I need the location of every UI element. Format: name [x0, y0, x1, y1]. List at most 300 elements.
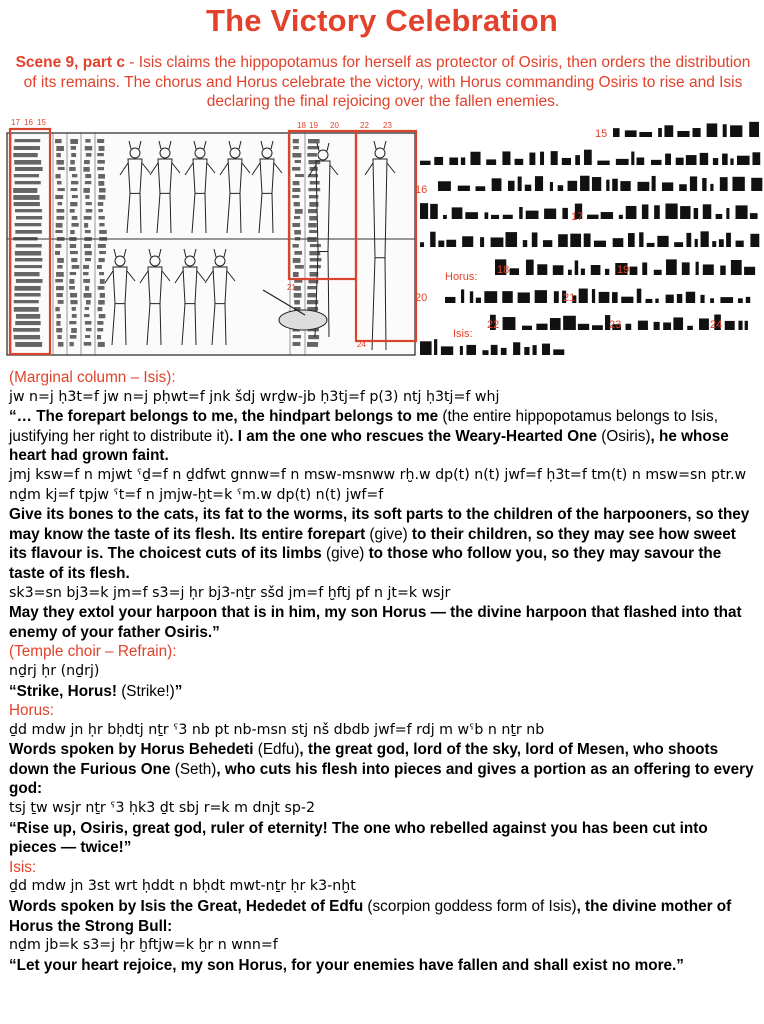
hieroglyph-sign	[420, 161, 431, 165]
hieroglyph-sign	[666, 295, 674, 303]
hieroglyph-sign	[612, 292, 618, 303]
hieroglyph-sign	[658, 128, 662, 137]
relief-glyph	[58, 342, 63, 347]
hieroglyph-sign	[513, 342, 520, 355]
hieroglyph-sign	[484, 291, 497, 303]
translation-note: (give)	[321, 545, 369, 563]
relief-glyph	[57, 202, 62, 205]
hieroglyph-sign	[581, 269, 585, 275]
hieroglyph-sign	[663, 322, 671, 330]
hieroglyph-sign	[639, 232, 643, 247]
hieroglyph-sign	[694, 208, 698, 219]
translation-segment: , the great god, lord of the sky, lord of Mesen, who shoots down the Furious One	[9, 741, 719, 778]
relief-glyph	[97, 153, 104, 156]
relief-glyph	[55, 139, 62, 143]
hieroglyph-sign	[616, 159, 629, 165]
relief-and-hieroglyphs-figure	[5, 115, 763, 370]
hieroglyph-sign	[687, 326, 693, 330]
hieroglyph-sign	[637, 182, 649, 191]
relief-glyph	[293, 272, 299, 277]
hieroglyph-sign	[699, 318, 709, 330]
relief-glyph	[16, 244, 42, 247]
relief-glyph	[310, 181, 320, 184]
hieroglyph-sign	[592, 325, 603, 330]
figure-label: 24	[357, 340, 366, 349]
figure-label: 17	[571, 211, 584, 223]
hieroglyph-sign	[744, 267, 755, 275]
relief-glyph	[13, 153, 37, 157]
hieroglyph-sign	[536, 324, 547, 330]
relief-glyph	[309, 216, 317, 220]
relief-glyph	[83, 188, 89, 193]
figure-label: 21	[563, 292, 576, 304]
relief-glyph	[70, 300, 77, 304]
relief-glyph	[71, 146, 76, 150]
figure-label: 19	[309, 121, 318, 130]
relief-glyph	[57, 258, 64, 263]
hieroglyph-sign	[645, 299, 652, 303]
relief-glyph	[98, 202, 104, 206]
hieroglyph-sign	[712, 241, 716, 247]
hieroglyph-sign	[722, 154, 728, 165]
hieroglyph-sign	[443, 215, 447, 219]
hieroglyph-sign	[592, 289, 595, 303]
hieroglyph-sign	[591, 265, 601, 275]
relief-glyph	[56, 321, 60, 326]
relief-glyph	[69, 279, 74, 284]
translation-note: (the entire hippopotamus belongs to Isis, justifying her right to distribute it)	[9, 408, 718, 445]
relief-glyph	[83, 279, 90, 283]
relief-glyph	[15, 321, 40, 325]
translation-segment: “… The forepart belongs to me, the hindpart belongs to me	[9, 408, 439, 426]
relief-glyph	[310, 244, 321, 247]
relief-glyph	[84, 160, 90, 164]
hieroglyph-sign	[476, 298, 481, 303]
hieroglyph-sign	[738, 298, 743, 303]
hieroglyph-sign	[664, 125, 673, 137]
relief-glyph	[69, 342, 73, 346]
hieroglyph-sign	[701, 231, 709, 247]
relief-glyph	[69, 286, 75, 290]
relief-glyph	[69, 167, 76, 171]
hieroglyph-sign	[673, 317, 683, 330]
relief-glyph	[70, 209, 75, 213]
hieroglyph-sign	[532, 232, 538, 247]
relief-glyph	[97, 321, 103, 325]
relief-glyph	[56, 216, 64, 220]
hieroglyph-sign	[553, 349, 564, 355]
relief-glyph	[99, 146, 105, 151]
translation-text	[9, 368, 757, 975]
hieroglyph-sign	[438, 241, 444, 247]
hieroglyph-sign	[578, 324, 589, 330]
hieroglyph-sign	[626, 324, 632, 330]
relief-glyph	[292, 195, 299, 198]
relief-glyph	[293, 146, 299, 149]
hieroglyph-sign	[726, 208, 729, 219]
hieroglyph-sign	[716, 214, 723, 219]
hieroglyph-sign	[700, 295, 704, 303]
hieroglyph-sign	[510, 268, 519, 275]
relief-glyph	[84, 314, 90, 317]
relief-glyph	[309, 230, 317, 233]
relief-glyph	[308, 209, 317, 213]
translation	[9, 740, 757, 799]
translation-segment: “Let your heart rejoice, my son Horus, for your enemies have fallen and shall exist no more.”	[9, 956, 684, 974]
relief-glyph	[295, 237, 300, 240]
hieroglyph-sign	[445, 297, 455, 303]
page-title: The Victory Celebration	[205, 3, 558, 38]
relief-glyph	[85, 146, 92, 150]
translation-note: (Seth)	[170, 760, 217, 778]
relief-glyph	[69, 237, 76, 241]
hieroglyph-sign	[461, 157, 465, 165]
hieroglyph-sign	[731, 260, 742, 275]
relief-glyph	[307, 286, 316, 289]
relief-glyph	[56, 286, 64, 290]
hieroglyph-sign	[518, 177, 522, 191]
relief-glyph	[99, 314, 106, 318]
relief-glyph	[55, 279, 63, 282]
translation-segment: to their children, so they may see how sweet its flavour is. The choicest cuts of its limbs	[9, 525, 736, 563]
hieroglyph-sign	[657, 236, 668, 247]
hieroglyph-sign	[475, 186, 485, 191]
hieroglyph-sign	[553, 265, 564, 275]
hippopotamus-drawing	[279, 310, 327, 330]
hieroglyph-sign	[642, 262, 647, 275]
transliteration: ḏd mdw jn ḥr bḥdtj nṯr ˁ3 nb pt nb-msn stj nš dbdb jwf=f rdj m wˁb n nṯr nb	[9, 721, 545, 738]
hieroglyph-sign	[695, 239, 698, 247]
relief-glyph	[294, 216, 300, 219]
hieroglyph-sign	[682, 262, 690, 275]
hieroglyph-sign	[703, 264, 714, 275]
relief-glyph	[72, 174, 77, 177]
hieroglyph-sign	[710, 298, 714, 303]
hieroglyph-sign	[693, 128, 701, 137]
relief-glyph	[84, 216, 92, 220]
relief-glyph	[71, 223, 78, 227]
relief-glyph	[72, 314, 77, 318]
hieroglyph-sign	[752, 152, 760, 165]
hieroglyph-sign	[526, 211, 539, 219]
translation	[9, 897, 757, 936]
relief-glyph	[56, 272, 64, 277]
hieroglyph-sign	[523, 240, 527, 247]
hieroglyph-sign	[558, 185, 563, 191]
relief-glyph	[85, 258, 91, 261]
hieroglyph-sign	[584, 233, 591, 247]
translation-segment: ”	[174, 682, 183, 700]
hieroglyph-sign	[466, 345, 476, 355]
relief-glyph	[99, 237, 107, 241]
hieroglyph-sign	[655, 299, 658, 303]
relief-glyph	[14, 293, 40, 297]
relief-glyph	[98, 258, 104, 262]
hieroglyph-sign	[535, 290, 547, 303]
hieroglyph-sign	[587, 215, 598, 219]
relief-glyph	[99, 230, 107, 234]
hieroglyph-sign	[485, 212, 489, 219]
figure-label: 24	[710, 319, 723, 331]
hieroglyph-sign	[537, 264, 547, 275]
hieroglyph-sign	[676, 158, 684, 165]
scene-summary: - Isis claims the hippopotamus for herself as protector of Osiris, then orders the distribution of its remains. The chorus and Horus celebrate the victory, with Horus commanding Osiris to rise and Isis declaring the final rejoicing over the fallen enemies.	[23, 54, 751, 110]
transliteration: jw n=j ḥ3t=f jw n=j pḥwt=f jnk šdj wrḏw-jb ḥ3tj=f p(3) ntj ḥ3tj=f whj	[9, 388, 500, 405]
hieroglyph-sign	[462, 236, 473, 247]
relief-glyph	[14, 300, 39, 303]
relief-glyph	[292, 223, 300, 227]
relief-glyph	[56, 293, 62, 297]
hieroglyph-sign	[654, 322, 660, 330]
relief-glyph	[72, 307, 76, 311]
hieroglyph-sign	[720, 266, 725, 275]
translation-note: (Edfu)	[253, 741, 300, 759]
relief-glyph	[57, 237, 65, 241]
relief-glyph	[16, 279, 43, 283]
hieroglyph-sign	[524, 347, 529, 355]
hieroglyph-sign	[686, 233, 691, 247]
hieroglyph-sign	[736, 241, 744, 247]
relief-glyph	[310, 258, 322, 261]
relief-glyph	[294, 300, 300, 304]
hieroglyph-sign	[420, 203, 428, 219]
transliteration: sk3=sn bj3=k jm=f s3=j ḥr bj3-nṯr sšd jm=f ḫftj pf n jt=k wsjr	[9, 584, 451, 601]
hieroglyph-sign	[637, 289, 642, 303]
relief-glyph	[56, 146, 64, 151]
speaker-heading: Isis:	[9, 858, 37, 876]
relief-glyph	[294, 251, 302, 255]
transliteration: jmj ksw=f n mjwt ˁḏ=f n ḏdfwt gnnw=f n msw-msnww rḫ.w dp(t) n(t) jwf=f ḥ3t=f tm(t) n msw=sn ptr.w nḏm kj=f tpjw ˁt=f n jmjw-ḫt=k ˁm.w dp(t) n(t) jwf=f	[9, 466, 747, 503]
translation-segment: Words spoken by Horus Behedeti	[9, 741, 254, 759]
relief-glyph	[72, 265, 80, 269]
relief-frame	[7, 133, 415, 355]
hieroglyph-sign	[508, 181, 514, 191]
hieroglyph-sign	[584, 150, 592, 165]
relief-glyph	[85, 195, 89, 199]
hieroglyph-sign	[732, 177, 744, 191]
relief-glyph	[292, 188, 300, 192]
relief-glyph	[98, 342, 105, 347]
hieroglyph-sign	[730, 158, 733, 165]
relief-glyph	[294, 230, 301, 235]
relief-glyph	[97, 160, 104, 164]
hieroglyph-sign	[620, 181, 630, 191]
figure-label: 20	[330, 121, 339, 130]
hieroglyph-sign	[533, 345, 537, 355]
relief-glyph	[71, 258, 77, 262]
relief-glyph	[13, 195, 39, 200]
relief-glyph	[293, 139, 299, 143]
hieroglyph-sign	[651, 160, 662, 165]
relief-glyph	[293, 258, 301, 263]
figure-label: 22	[360, 121, 369, 130]
hieroglyph-sign	[613, 238, 624, 247]
hieroglyph-sign	[558, 234, 568, 247]
figure-label: 17	[11, 118, 20, 127]
hieroglyph-sign	[654, 205, 660, 219]
relief-glyph	[58, 300, 64, 304]
hieroglyph-sign	[606, 180, 609, 191]
relief-glyph	[85, 174, 91, 178]
figure-label: 19	[617, 264, 630, 276]
relief-glyph	[100, 293, 105, 298]
translation-segment: to those who follow you, so they may savour the taste of its flesh.	[9, 545, 722, 582]
hieroglyph-sign	[535, 176, 543, 191]
figure-label: 18	[497, 264, 510, 276]
relief-glyph	[84, 244, 91, 248]
relief-glyph	[85, 139, 90, 143]
hieroglyph-sign	[637, 157, 645, 165]
relief-glyph	[16, 216, 42, 219]
relief-glyph	[307, 342, 318, 347]
hieroglyph-sign	[720, 297, 733, 303]
relief-glyph	[56, 314, 60, 318]
figure-label: 22	[487, 319, 500, 331]
hieroglyph-sign	[719, 239, 724, 247]
relief-glyph	[72, 216, 78, 220]
hieroglyph-sign	[441, 346, 453, 355]
transliteration: nḏrj ḥr (nḏrj)	[9, 662, 100, 679]
hieroglyph-sign	[738, 321, 742, 330]
hieroglyph-sign	[420, 341, 432, 355]
relief-glyph	[55, 195, 63, 199]
relief-glyph	[308, 139, 320, 143]
translation-segment: , the divine mother of Horus the Strong Bull:	[9, 898, 732, 935]
hieroglyph-sign	[679, 184, 687, 191]
hieroglyph-sign	[501, 348, 507, 355]
relief-glyph	[99, 223, 104, 226]
relief-glyph	[55, 251, 60, 255]
hieroglyph-sign	[460, 346, 463, 355]
hieroglyph-sign	[726, 233, 731, 247]
relief-glyph	[99, 251, 106, 254]
relief-glyph	[85, 307, 89, 310]
relief-glyph	[99, 188, 106, 192]
hieroglyph-sign	[677, 131, 689, 137]
hieroglyph-sign	[519, 207, 522, 219]
hieroglyph-sign	[505, 232, 517, 247]
relief-glyph	[15, 223, 42, 226]
translation-segment: Words spoken by Isis the Great, Hededet of Edfu	[9, 898, 364, 916]
hieroglyph-sign	[665, 154, 671, 165]
hieroglyph-sign	[518, 292, 530, 303]
figure-label: 20	[415, 292, 428, 304]
figure-label: 23	[609, 319, 622, 331]
hieroglyph-sign	[686, 155, 697, 165]
relief-glyph	[70, 251, 78, 254]
translation	[9, 956, 757, 976]
relief-glyph	[85, 251, 92, 255]
hieroglyph-sign	[723, 124, 727, 137]
hieroglyph-sign	[749, 122, 759, 137]
hieroglyph-sign	[526, 260, 534, 275]
hieroglyph-sign	[642, 204, 649, 219]
relief-glyph	[85, 321, 92, 325]
relief-glyph	[307, 237, 316, 242]
hieroglyph-sign	[529, 153, 535, 165]
hieroglyph-sign	[713, 158, 718, 165]
hieroglyph-sign	[550, 318, 561, 330]
hieroglyph-sign	[725, 321, 735, 330]
relief-glyph	[71, 181, 78, 184]
hieroglyph-sign	[503, 215, 513, 219]
translation-note: (Strike!)	[116, 682, 175, 700]
hieroglyph-sign	[562, 208, 568, 219]
hieroglyph-sign	[662, 182, 673, 191]
hieroglyph-sign	[621, 297, 633, 303]
hieroglyph-sign	[503, 317, 516, 330]
relief-glyph	[14, 272, 39, 276]
relief-glyph	[16, 314, 40, 319]
hieroglyph-sign	[665, 204, 677, 219]
relief-glyph	[98, 300, 104, 305]
hieroglyph-sign	[492, 178, 502, 191]
hieroglyph-sign	[525, 185, 532, 191]
relief-glyph	[97, 335, 101, 339]
relief-glyph	[293, 181, 300, 185]
relief-glyph	[72, 195, 78, 198]
relief-glyph	[15, 230, 42, 234]
relief-glyph	[55, 244, 61, 248]
relief-glyph	[98, 244, 106, 248]
hieroglyph-sign	[563, 316, 576, 330]
translation-segment: , he whose heart had grown faint.	[9, 427, 729, 465]
relief-glyph	[98, 195, 105, 200]
relief-glyph	[70, 230, 74, 234]
hieroglyph-sign	[605, 269, 609, 275]
hieroglyph-sign	[702, 178, 706, 191]
relief-glyph	[293, 335, 301, 338]
relief-glyph	[307, 293, 316, 297]
figure-label: 16	[24, 118, 33, 127]
hieroglyph-sign	[438, 181, 451, 191]
relief-glyph	[85, 181, 91, 184]
hieroglyph-sign	[750, 213, 758, 219]
relief-glyph	[56, 153, 61, 157]
relief-glyph	[86, 202, 92, 205]
relief-glyph	[70, 272, 76, 275]
hieroglyph-sign	[730, 125, 742, 137]
figure-label: 15	[595, 128, 608, 140]
translation-segment: “Strike, Horus!	[9, 682, 117, 700]
translation-note: (scorpion goddess form of Isis)	[363, 898, 577, 916]
relief-glyph	[13, 328, 40, 332]
hieroglyph-sign	[540, 152, 544, 165]
hieroglyph-sign	[542, 344, 550, 355]
relief-glyph	[98, 216, 104, 219]
relief-glyph	[14, 307, 39, 312]
relief-glyph	[85, 286, 89, 291]
hieroglyph-sign	[568, 270, 572, 275]
hieroglyph-sign	[470, 291, 473, 303]
relief-glyph	[58, 167, 65, 170]
relief-glyph	[83, 272, 89, 275]
scene-intro	[14, 53, 752, 112]
hieroglyph-sign	[515, 159, 524, 165]
translation	[9, 407, 757, 466]
relief-glyph	[98, 181, 104, 186]
relief-glyph	[86, 328, 92, 331]
hieroglyph-sign	[554, 291, 559, 303]
relief-glyph	[83, 265, 89, 269]
hieroglyph-sign	[626, 206, 637, 219]
hieroglyph-sign	[420, 242, 424, 247]
translation-note: (give)	[365, 525, 412, 543]
relief-glyph	[307, 153, 317, 157]
hieroglyph-sign	[458, 186, 470, 191]
hieroglyph-sign	[502, 291, 512, 303]
translation-segment: Give its bones to the cats, its fat to the worms, its soft parts to the children of the harpooners, so they may know the taste of its flesh. Its entire forepart	[9, 506, 750, 543]
